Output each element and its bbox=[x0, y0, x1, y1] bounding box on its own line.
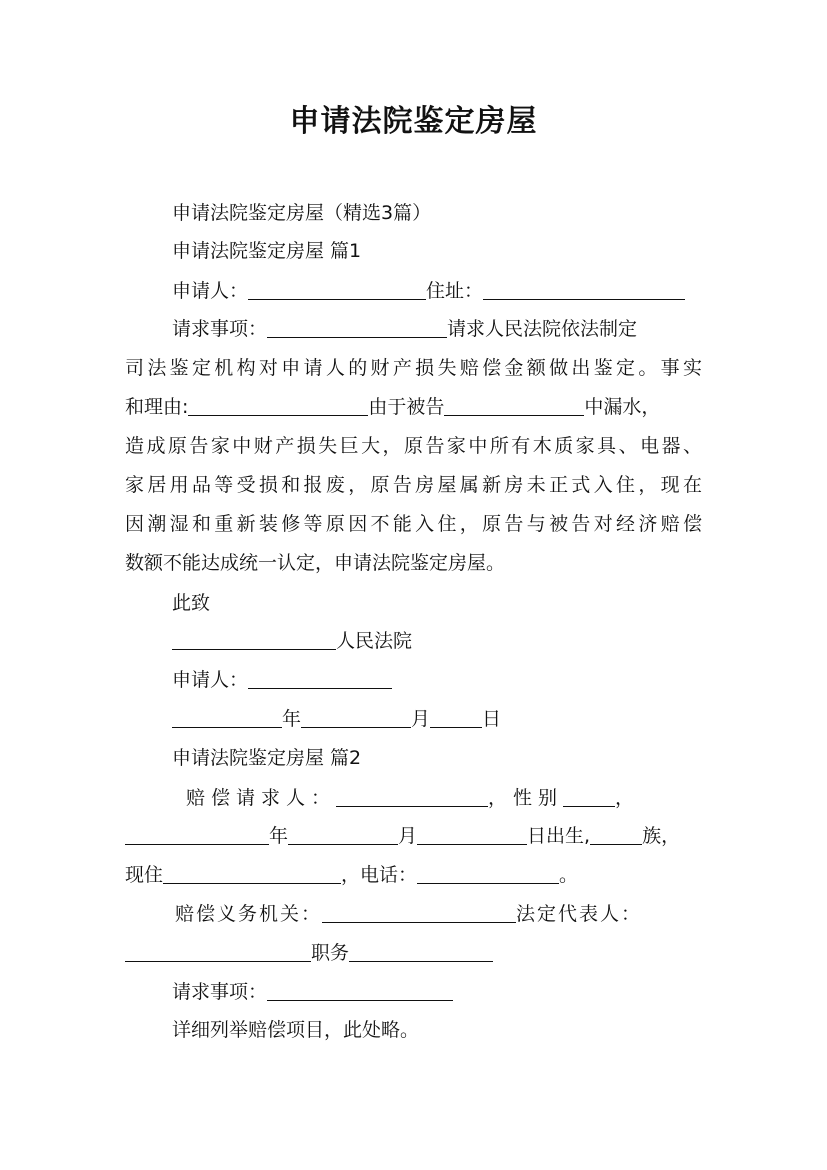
detail-text: 详细列举赔偿项目，此处略。 bbox=[172, 1019, 420, 1041]
part2-heading: 申请法院鉴定房屋 篇2 bbox=[172, 747, 362, 769]
birth-day-blank[interactable] bbox=[417, 826, 527, 845]
applicant-line bbox=[172, 278, 685, 304]
request-label: 请求事项： bbox=[172, 318, 268, 340]
address-blank[interactable] bbox=[483, 281, 685, 300]
gender-blank[interactable] bbox=[563, 788, 615, 807]
salutation: 此致 bbox=[172, 592, 211, 614]
request-line bbox=[172, 316, 637, 342]
birth-line bbox=[125, 823, 680, 849]
applicant-sign-line bbox=[172, 667, 392, 693]
request2-label: 请求事项： bbox=[172, 981, 268, 1003]
phone-blank[interactable] bbox=[417, 865, 559, 884]
birth-year-label: 年 bbox=[269, 825, 289, 847]
gender-label: 性别 bbox=[513, 787, 564, 809]
body-line-5: 家居用品等受损和报废，原告房屋属新房未正式入住，现在 bbox=[125, 474, 702, 496]
residence-label: 现住 bbox=[125, 864, 164, 886]
month-blank[interactable] bbox=[301, 709, 411, 728]
claimant-label: 赔偿请求人： bbox=[186, 787, 337, 809]
court-suffix: 人民法院 bbox=[336, 630, 413, 652]
applicant-label: 申请人： bbox=[172, 280, 249, 302]
residence-blank[interactable] bbox=[163, 865, 341, 884]
facts-line bbox=[125, 394, 660, 420]
defendant-blank[interactable] bbox=[444, 397, 584, 416]
address-label: 住址： bbox=[426, 280, 484, 302]
facts-label: 和理由: bbox=[125, 396, 189, 418]
day-label: 日 bbox=[482, 708, 502, 730]
body-line-6: 因潮湿和重新装修等原因不能入住，原告与被告对经济赔偿 bbox=[125, 513, 702, 535]
obligor-label: 赔偿义务机关： bbox=[175, 903, 323, 925]
residence-line bbox=[125, 862, 578, 888]
page-title: 申请法院鉴定房屋 bbox=[289, 104, 538, 139]
subtitle: 申请法院鉴定房屋（精选3篇） bbox=[172, 202, 432, 224]
position-label: 职务 bbox=[311, 942, 350, 964]
date-line bbox=[172, 706, 501, 732]
applicant-sign-blank[interactable] bbox=[248, 670, 392, 689]
position-blank[interactable] bbox=[349, 943, 493, 962]
ethnicity-blank[interactable] bbox=[590, 826, 642, 845]
applicant-blank[interactable] bbox=[248, 281, 426, 300]
gender-comma: ， bbox=[615, 787, 641, 809]
court-blank[interactable] bbox=[172, 631, 336, 650]
request2-blank[interactable] bbox=[267, 982, 453, 1001]
part1-heading: 申请法院鉴定房屋 篇1 bbox=[172, 240, 362, 262]
position-line bbox=[125, 940, 493, 966]
claimant-line bbox=[186, 785, 640, 811]
body-line-7: 数额不能达成统一认定，申请法院鉴定房屋。 bbox=[125, 552, 506, 574]
day-blank[interactable] bbox=[430, 709, 482, 728]
year-blank[interactable] bbox=[172, 709, 282, 728]
obligor-blank[interactable] bbox=[322, 904, 516, 923]
phone-label: ，电话： bbox=[341, 864, 418, 886]
applicant-sign-label: 申请人： bbox=[172, 669, 249, 691]
facts-blank[interactable] bbox=[188, 397, 368, 416]
birth-month-label: 月 bbox=[398, 825, 418, 847]
facts-mid: 由于被告 bbox=[368, 396, 445, 418]
birth-month-blank[interactable] bbox=[288, 826, 398, 845]
born-label: 日出生, bbox=[527, 825, 591, 847]
ethnicity-label: 族， bbox=[642, 825, 681, 847]
claimant-comma: ， bbox=[488, 787, 514, 809]
court-line bbox=[172, 628, 412, 654]
facts-end: 中漏水， bbox=[584, 396, 661, 418]
obligor-line bbox=[175, 901, 642, 927]
body-line-2: 司法鉴定机构对申请人的财产损失赔偿金额做出鉴定。事实 bbox=[125, 357, 702, 379]
birth-year-blank[interactable] bbox=[125, 826, 269, 845]
request-blank[interactable] bbox=[267, 319, 447, 338]
body-line-4: 造成原告家中财产损失巨大，原告家中所有木质家具、电器、 bbox=[125, 435, 702, 457]
request-text: 请求人民法院依法制定 bbox=[447, 318, 638, 340]
month-label: 月 bbox=[411, 708, 431, 730]
claimant-blank[interactable] bbox=[336, 788, 488, 807]
legal-rep-blank[interactable] bbox=[125, 943, 311, 962]
year-label: 年 bbox=[282, 708, 302, 730]
request2-line bbox=[172, 979, 453, 1005]
residence-period: 。 bbox=[559, 864, 579, 886]
legal-rep-label: 法定代表人： bbox=[516, 903, 643, 925]
